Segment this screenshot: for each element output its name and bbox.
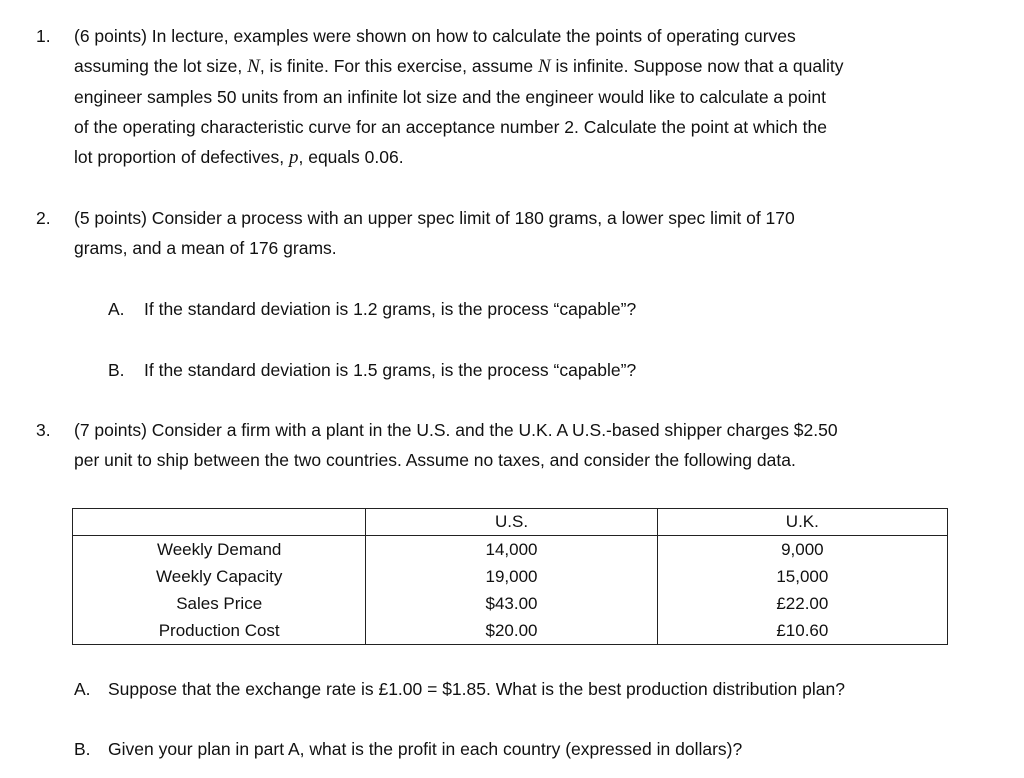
question-1-line-4: of the operating characteristic curve for an acceptance number 2. Calculate the point at which the <box>74 117 827 137</box>
part-a-text: If the standard deviation is 1.2 grams, is the process “capable”? <box>144 299 637 319</box>
question-1-line-1: (6 points) In lecture, examples were shown on how to calculate the points of operating curves <box>74 26 796 46</box>
part-b-label: B. <box>74 739 91 759</box>
us-value: 14,000 <box>485 540 538 559</box>
question-2-number: 2. <box>36 208 51 228</box>
variable-N: N <box>247 56 260 77</box>
uk-value: 15,000 <box>776 567 829 586</box>
variable-N: N <box>537 56 551 77</box>
part-a-label: A. <box>74 679 91 699</box>
question-3-number: 3. <box>36 420 51 440</box>
us-value: 19,000 <box>485 567 538 586</box>
uk-value: £10.60 <box>776 621 829 640</box>
question-2-line-1: (5 points) Consider a process with an upper spec limit of 180 grams, a lower spec limit of 170 <box>74 208 795 228</box>
question-3-text <box>74 415 964 475</box>
part-b-text: Given your plan in part A, what is the profit in each country (expressed in dollars)? <box>108 739 743 759</box>
row-label-column <box>73 536 366 645</box>
question-2-line-2: grams, and a mean of 176 grams. <box>74 238 337 258</box>
uk-value: £22.00 <box>776 594 829 613</box>
part-b-label: B. <box>108 360 125 380</box>
question-1-line-2: assuming the lot size, N, is finite. For this exercise, assume N is infinite. Suppose now that a quality <box>74 56 844 77</box>
question-3-line-1: (7 points) Consider a firm with a plant in the U.S. and the U.K. A U.S.-based shipper charges $2.50 <box>74 420 838 440</box>
question-1-line-3: engineer samples 50 units from an infinite lot size and the engineer would like to calculate a point <box>74 87 826 107</box>
row-label: Weekly Capacity <box>156 567 283 586</box>
question-3-line-2: per unit to ship between the two countries. Assume no taxes, and consider the following data. <box>74 450 796 470</box>
us-value: $20.00 <box>485 621 538 640</box>
table-header-uk: U.K. <box>657 509 947 536</box>
question-1-line-5: lot proportion of defectives, p, equals 0.06. <box>74 147 404 168</box>
table-header-us: U.S. <box>366 509 657 536</box>
table-header-row <box>73 509 948 536</box>
row-label: Production Cost <box>158 621 280 640</box>
uk-value: 9,000 <box>781 540 824 559</box>
question-1-text <box>74 21 964 173</box>
us-column <box>366 536 657 645</box>
part-b-text: If the standard deviation is 1.5 grams, is the process “capable”? <box>144 360 637 380</box>
plant-data-table <box>72 508 948 645</box>
row-label: Weekly Demand <box>156 540 282 559</box>
uk-column <box>657 536 947 645</box>
table-header-blank <box>73 509 366 536</box>
part-a-text: Suppose that the exchange rate is £1.00 = $1.85. What is the best production distribution plan? <box>108 679 845 699</box>
question-2-text <box>74 203 964 263</box>
row-label: Sales Price <box>176 594 263 613</box>
table-body-row <box>73 536 948 645</box>
part-a-label: A. <box>108 299 125 319</box>
us-value: $43.00 <box>485 594 538 613</box>
variable-p: p <box>288 147 299 168</box>
question-1-number: 1. <box>36 26 51 46</box>
